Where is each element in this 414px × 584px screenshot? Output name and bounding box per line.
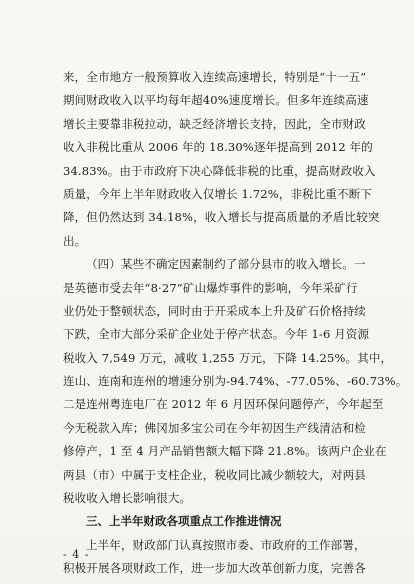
text-line: 税收收入增长影响很大。 — [63, 491, 192, 506]
paragraph-uncertain-factors — [63, 253, 408, 510]
text-line: 税收入 7,549 万元，减收 1,255 万元，下降 14.25%。其中， — [63, 350, 393, 365]
text-line: 是英德市受去年“8·27”矿山爆炸事件的影响，今年采矿行 — [63, 280, 358, 295]
text-line: 34.83%。由于市政府下决心降低非税的比重，提高财政收入 — [63, 163, 376, 178]
document-body — [63, 66, 408, 581]
text-line: 出。 — [63, 233, 87, 248]
text-line: 降，但仍然达到 34.18%，收入增长与提高质量的矛盾比较突 — [63, 210, 380, 225]
text-line: 积极开展各项财政工作，进一步加大改革创新力度，完善各 — [63, 561, 366, 576]
text-line: 下跌，全市大部分采矿企业处于停产状态。今年 1-6 月资源 — [63, 327, 370, 342]
page-number: - 4 - — [63, 548, 90, 561]
text-line: 两县（市）中属于支柱企业，税收同比减少额较大，对两县 — [63, 467, 366, 482]
text-line: 连山、连南和连州的增速分别为-94.74%、-77.05%、-60.73%。 — [63, 374, 408, 389]
text-line: 今无税款入库；佛冈加多宝公司在今年初因生产线清洁和检 — [63, 420, 366, 435]
text-line: 来，全市地方一般预算收入连续高速增长，特别是“十一五” — [63, 70, 367, 84]
paragraph-fiscal-revenue-growth — [63, 66, 380, 253]
text-line: 上半年，财政部门认真按照市委、市政府的工作部署， — [86, 537, 366, 552]
section-heading: 三、上半年财政各项重点工作推进情况 — [86, 514, 282, 529]
text-line: （四）某些不确定因素制约了部分县市的收入增长。一 — [86, 257, 366, 272]
text-line: 增长主要靠非税拉动，缺乏经济增长支持，因此，全市财政 — [63, 116, 366, 131]
text-line: 修停产，1 至 4 月产品销售额大幅下降 21.8%。该两户企业在 — [63, 444, 387, 459]
text-line: 质量，今年上半年财政收入仅增长 1.72%，非税比重不断下 — [63, 186, 373, 201]
paragraph-key-work-progress — [63, 534, 366, 581]
text-line: 期间财政收入以平均每年超40%速度增长。但多年连续高速 — [63, 93, 369, 108]
text-line: 收入非税比重从 2006 年的 18.30%逐年提高到 2012 年的 — [63, 140, 373, 155]
text-line: 二是连州粤连电厂在 2012 年 6 月因环保问题停产，今年起至 — [63, 397, 384, 412]
text-line: 业仍处于整顿状态，同时由于开采成本上升及矿石价格持续 — [63, 303, 366, 318]
